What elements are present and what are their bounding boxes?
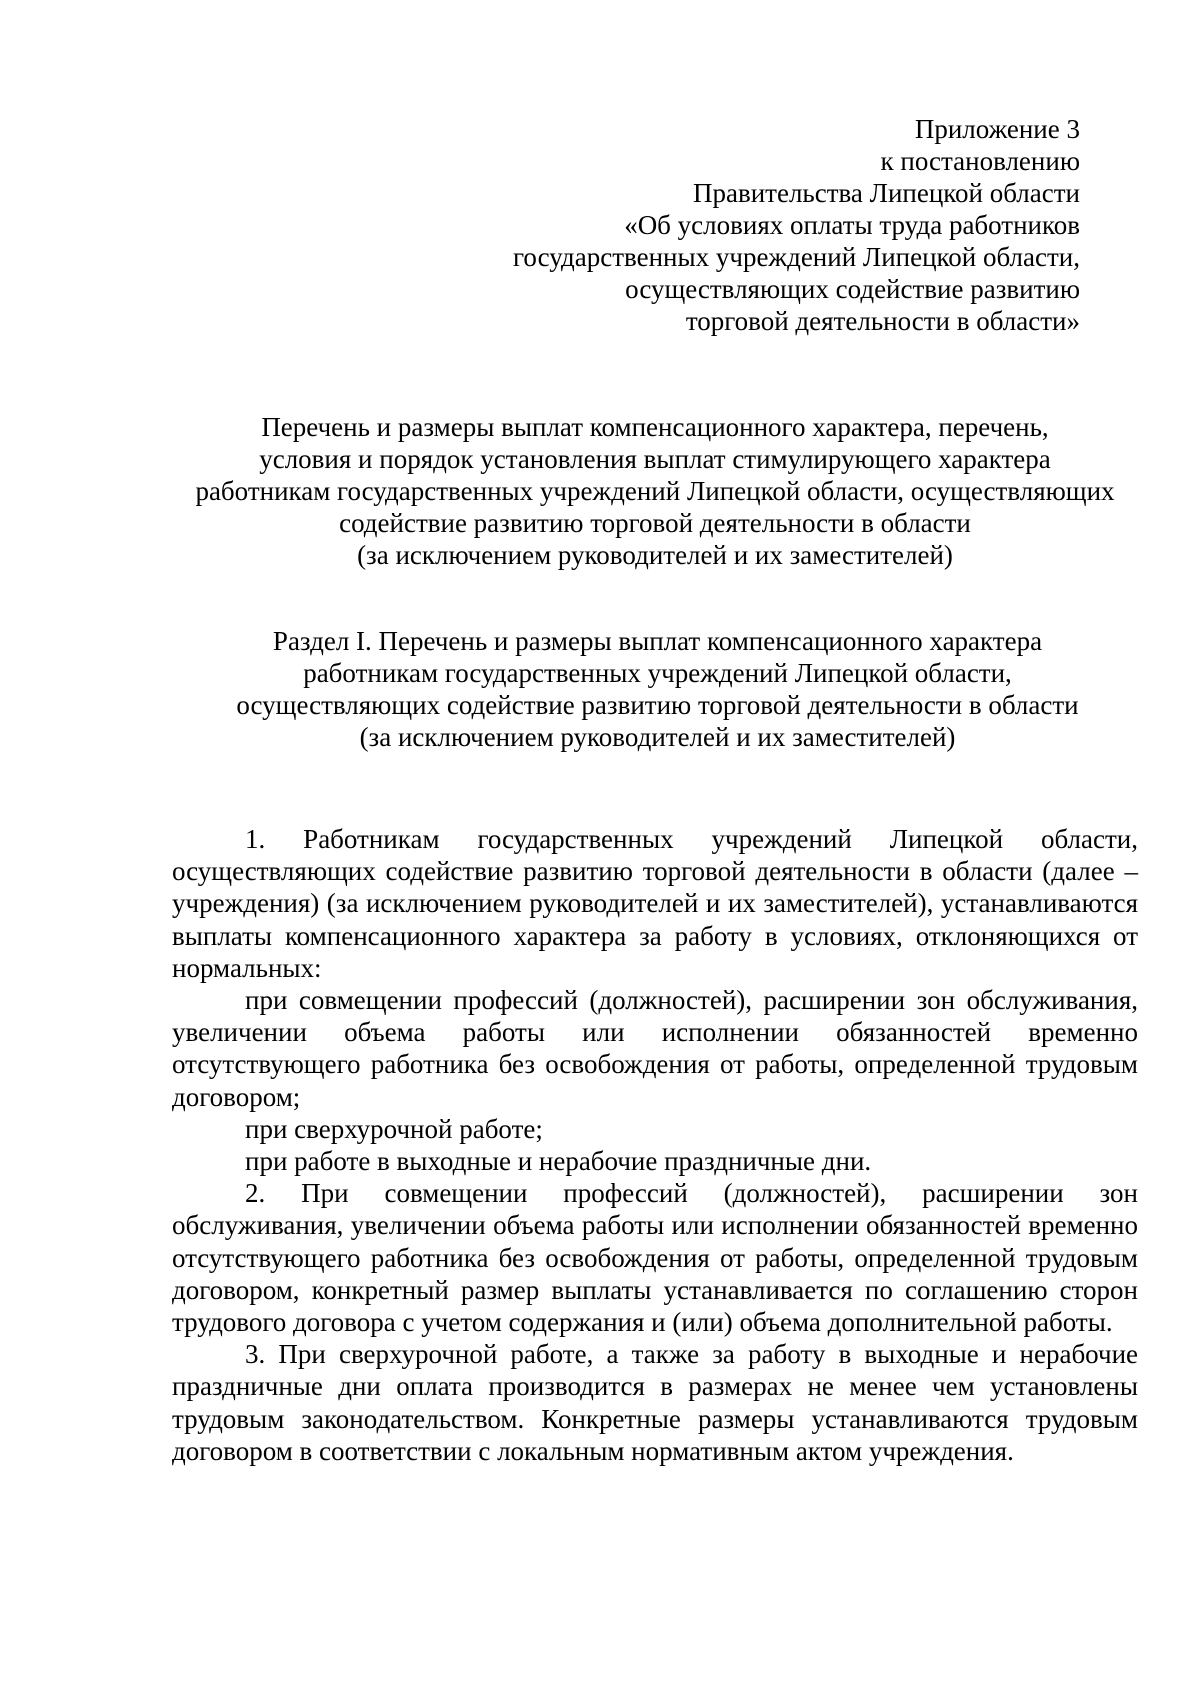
paragraph-list-item: при сверхурочной работе; [245,1113,543,1144]
appendix-line: государственных учреждений Липецкой области, [513,242,1080,272]
appendix-line: «Об условиях оплаты труда работников [624,210,1080,240]
appendix-line: осуществляющих содействие развитию [625,274,1080,304]
paragraph-list-item: при совмещении профессий (должностей), расширении зон обслуживания, увеличении объема работы или исполнении обязанностей временно отсутствующего работника без освобождения от работы, определенной трудовым договором; [172,985,1138,1112]
section-title-line: осуществляющих содействие развитию торговой деятельности в области [236,690,1079,720]
paragraph-2: 2. При совмещении профессий (должностей), расширении зон обслуживания, увеличении объема работы или исполнении обязанностей временно отсутствующего работника без освобождения от работы, определенной трудовым договором, конкретный размер выплаты устанавливается по соглашению сторон трудового договора с учетом содержания и (или) объема дополнительной работы. [172,1178,1138,1338]
document-title-line: условия и порядок установления выплат стимулирующего характера [259,444,1051,474]
section-title-line: (за исключением руководителей и их заместителей) [359,722,956,752]
document-title [160,411,1150,571]
document-title-line: содействие развитию торговой деятельности в области [339,508,971,538]
appendix-header [320,113,1080,337]
paragraph-1: 1. Работникам государственных учреждений Липецкой области, осуществляющих содействие развитию торговой деятельности в области (далее – учреждения) (за исключением руководителей и их заместителей), устанавливаются выплаты компенсационного характера за работу в условиях, отклоняющихся от нормальных: [172,824,1138,983]
appendix-line: к постановлению [880,146,1080,176]
paragraph-3: 3. При сверхурочной работе, а также за работу в выходные и нерабочие праздничные дни оплата производится в размерах не менее чем установлены трудовым законодательством. Конкретные размеры устанавливаются трудовым договором в соответствии с локальным нормативным актом учреждения. [172,1339,1138,1466]
document-body [172,823,1138,1467]
paragraph-list-item: при работе в выходные и нерабочие праздничные дни. [245,1146,872,1177]
appendix-line: торговой деятельности в области» [685,306,1080,336]
appendix-line: Правительства Липецкой области [692,178,1080,208]
document-title-line: (за исключением руководителей и их заместителей) [357,540,953,570]
document-title-line: Перечень и размеры выплат компенсационного характера, перечень, [261,412,1049,442]
document-title-line: работникам государственных учреждений Липецкой области, осуществляющих [195,476,1115,506]
section-title-line: Раздел I. Перечень и размеры выплат компенсационного характера [272,626,1043,656]
appendix-line: Приложение 3 [914,114,1080,144]
section-title [200,625,1115,753]
section-title-line: работникам государственных учреждений Липецкой области, [303,658,1012,688]
